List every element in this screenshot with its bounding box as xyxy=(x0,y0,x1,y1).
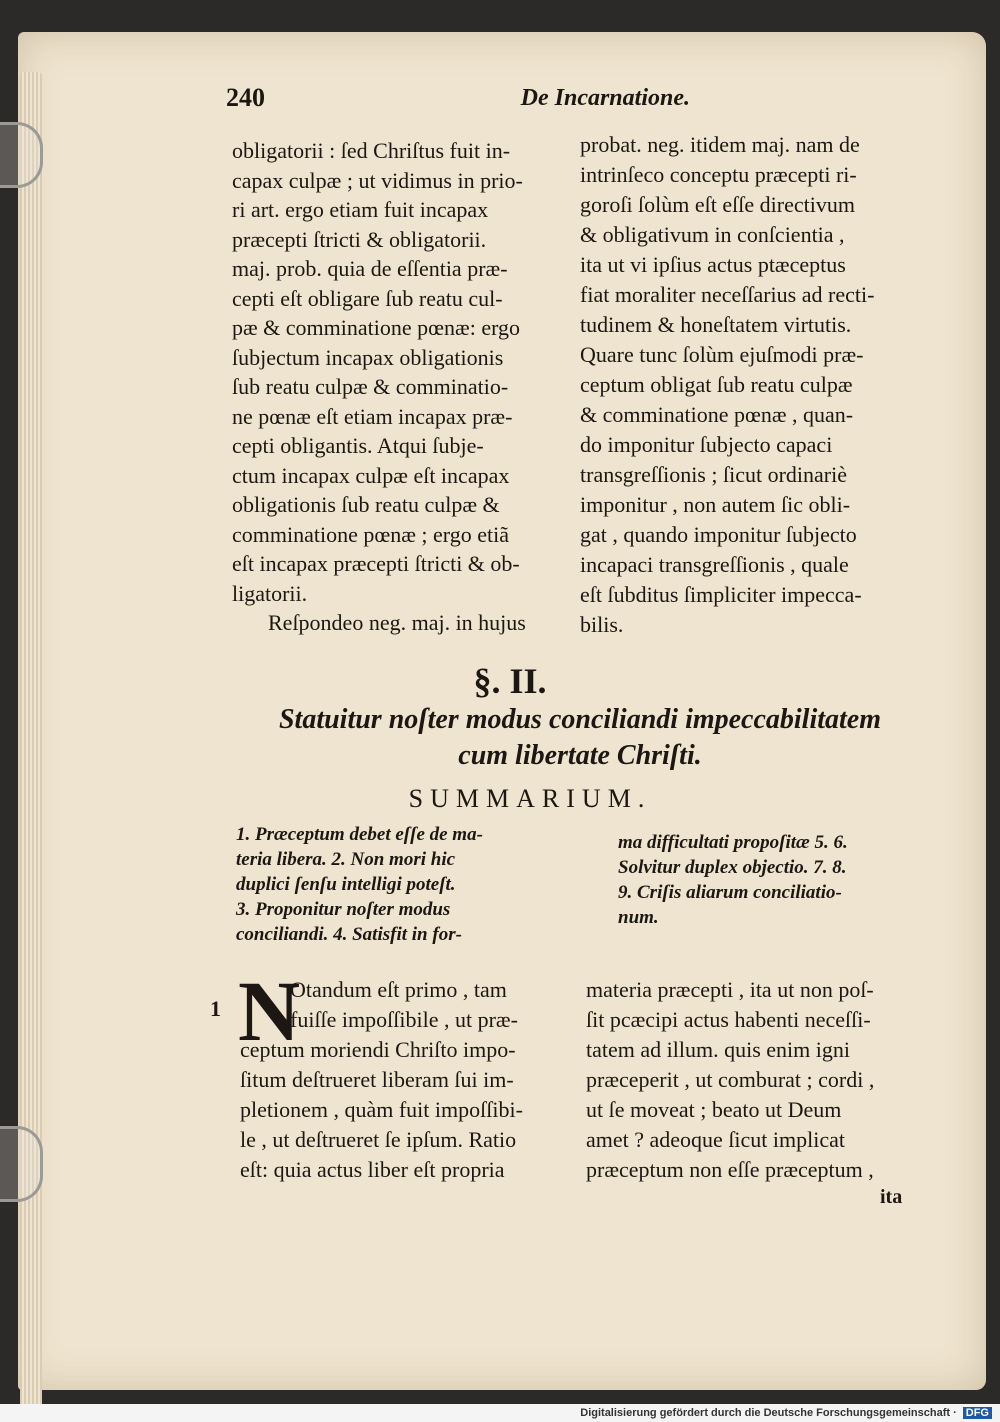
drop-cap: N xyxy=(238,963,301,1059)
text-line: tudinem & honeſtatem virtutis. xyxy=(580,312,852,337)
text-line: transgreſſionis ; ſicut ordinariè xyxy=(580,462,847,487)
text-line: gat , quando imponitur ſubjecto xyxy=(580,522,857,547)
text-line: Reſpondeo neg. maj. in hujus xyxy=(268,610,526,635)
summary-line: 9. Criſis aliarum conciliatio- xyxy=(618,882,842,903)
text-line: cepti eſt obligare ſub reatu cul- xyxy=(232,285,503,311)
text-line: capax culpæ ; ut vidimus in prio- xyxy=(232,167,523,193)
text-line: ligatorii. xyxy=(232,580,308,606)
text-line: maj. prob. quia de eſſentia præ- xyxy=(232,256,508,281)
text-line: intrinſeco conceptu præcepti ri- xyxy=(580,162,857,187)
binding-ring-bottom xyxy=(0,1126,43,1202)
heading-line: cum libertate Chriſti. xyxy=(458,740,702,771)
text-line: ſubjectum incapax obligationis xyxy=(232,344,504,370)
column-bottom-right xyxy=(586,975,924,1185)
summarium-title: SUMMARIUM. xyxy=(408,784,652,813)
text-line: incapaci transgreſſionis , quale xyxy=(580,552,849,577)
paragraph-number: 1 xyxy=(210,996,221,1021)
text-line: obligationis ſub reatu culpæ & xyxy=(232,492,500,517)
column-top-right xyxy=(580,130,924,640)
text-line: ri art. ergo etiam fuit incapax xyxy=(232,197,489,222)
text-line: imponitur , non autem ſic obli- xyxy=(580,492,851,517)
text-line: obligatorii : ſed Chriſtus fuit in- xyxy=(232,138,511,163)
text-line: & comminatione pœnæ , quan- xyxy=(580,402,854,427)
text-line: & obligativum in conſcientia , xyxy=(580,222,845,247)
text-line: fiat moraliter neceſſarius ad recti- xyxy=(580,282,875,307)
text-line: comminatione pœnæ ; ergo etiã xyxy=(232,521,509,547)
binding-ring-top xyxy=(0,122,43,188)
text-line: Quare tunc ſolùm ejuſmodi præ- xyxy=(580,342,864,367)
section-heading xyxy=(230,702,930,774)
footer-text: Digitalisierung gefördert durch die Deutsche Forschungsgemeinschaft · xyxy=(580,1407,957,1419)
catchword: ita xyxy=(880,1186,903,1208)
running-head xyxy=(226,78,690,118)
text-line: le , ut deſtrueret ſe ipſum. Ratio xyxy=(240,1127,517,1152)
summary-line: Solvitur duplex objectio. 7. 8. xyxy=(618,857,847,878)
summary-line: duplici ſenſu intelligi poteſt. xyxy=(236,874,456,895)
digitization-footer xyxy=(0,1404,1000,1422)
summarium-right xyxy=(618,830,928,930)
text-line: fuiſſe impoſſibile , ut præ- xyxy=(290,1007,518,1032)
text-line: præceperit , ut comburat ; cordi , xyxy=(586,1067,875,1092)
summary-line: conciliandi. 4. Satisfit in for- xyxy=(236,924,462,945)
summarium-left xyxy=(236,822,576,947)
page-edge xyxy=(20,72,42,1412)
text-line: bilis. xyxy=(580,612,624,637)
text-line: eſt ſubditus ſimpliciter impecca- xyxy=(580,582,862,607)
summary-line: num. xyxy=(618,907,659,928)
text-line: amet ? adeoque ſicut implicat xyxy=(586,1127,846,1152)
column-top-left xyxy=(232,136,577,638)
text-line: pletionem , quàm fuit impoſſibi- xyxy=(240,1097,523,1122)
text-line: goroſi ſolùm eſt eſſe directivum xyxy=(580,192,855,217)
page-number: 240 xyxy=(226,83,265,112)
text-line: ceptum obligat ſub reatu culpæ xyxy=(580,372,853,397)
summary-line: 3. Proponitur noſter modus xyxy=(236,899,451,920)
text-line: ſitum deſtrueret liberam ſui im- xyxy=(240,1067,514,1092)
summary-line: ma difficultati propoſitæ 5. 6. xyxy=(618,832,848,853)
running-title: De Incarnatione. xyxy=(520,84,690,111)
text-line: ceptum moriendi Chriſto impo- xyxy=(240,1037,516,1062)
text-line: materia præcepti , ita ut non poſ- xyxy=(586,977,874,1002)
text-line: tatem ad illum. quis enim igni xyxy=(586,1037,850,1062)
summary-line: teria libera. 2. Non mori hic xyxy=(236,849,456,870)
text-line: ctum incapax culpæ eſt incapax xyxy=(232,462,510,488)
text-line: ſit pcæcipi actus habenti neceſſi- xyxy=(586,1007,871,1032)
text-line: Otandum eſt primo , tam xyxy=(290,977,507,1002)
text-line: præcepti ſtricti & obligatorii. xyxy=(232,226,487,252)
text-line: eſt: quia actus liber eſt propria xyxy=(240,1157,505,1182)
section-number: §. II. xyxy=(473,661,547,701)
text-line: præceptum non eſſe præceptum , xyxy=(586,1157,874,1182)
text-line: do imponitur ſubjecto capaci xyxy=(580,432,833,457)
text-line: cepti obligantis. Atqui ſubje- xyxy=(232,433,484,458)
heading-line: Statuitur noſter modus conciliandi impeccabilitatem xyxy=(278,704,882,735)
text-line: ut ſe moveat ; beato ut Deum xyxy=(586,1097,842,1122)
text-line: ita ut vi ipſius actus ptæceptus xyxy=(580,252,846,277)
dfg-logo: DFG xyxy=(963,1407,992,1419)
text-line: ſub reatu culpæ & comminatio- xyxy=(232,374,509,399)
column-bottom-left xyxy=(240,975,574,1185)
summary-line: 1. Præceptum debet eſſe de ma- xyxy=(236,824,483,845)
text-line: ne pœnæ eſt etiam incapax præ- xyxy=(232,403,513,429)
text-line: probat. neg. itidem maj. nam de xyxy=(580,132,860,157)
text-line: eſt incapax præcepti ſtricti & ob- xyxy=(232,551,520,576)
text-line: pæ & comminatione pœnæ: ergo xyxy=(232,315,521,340)
